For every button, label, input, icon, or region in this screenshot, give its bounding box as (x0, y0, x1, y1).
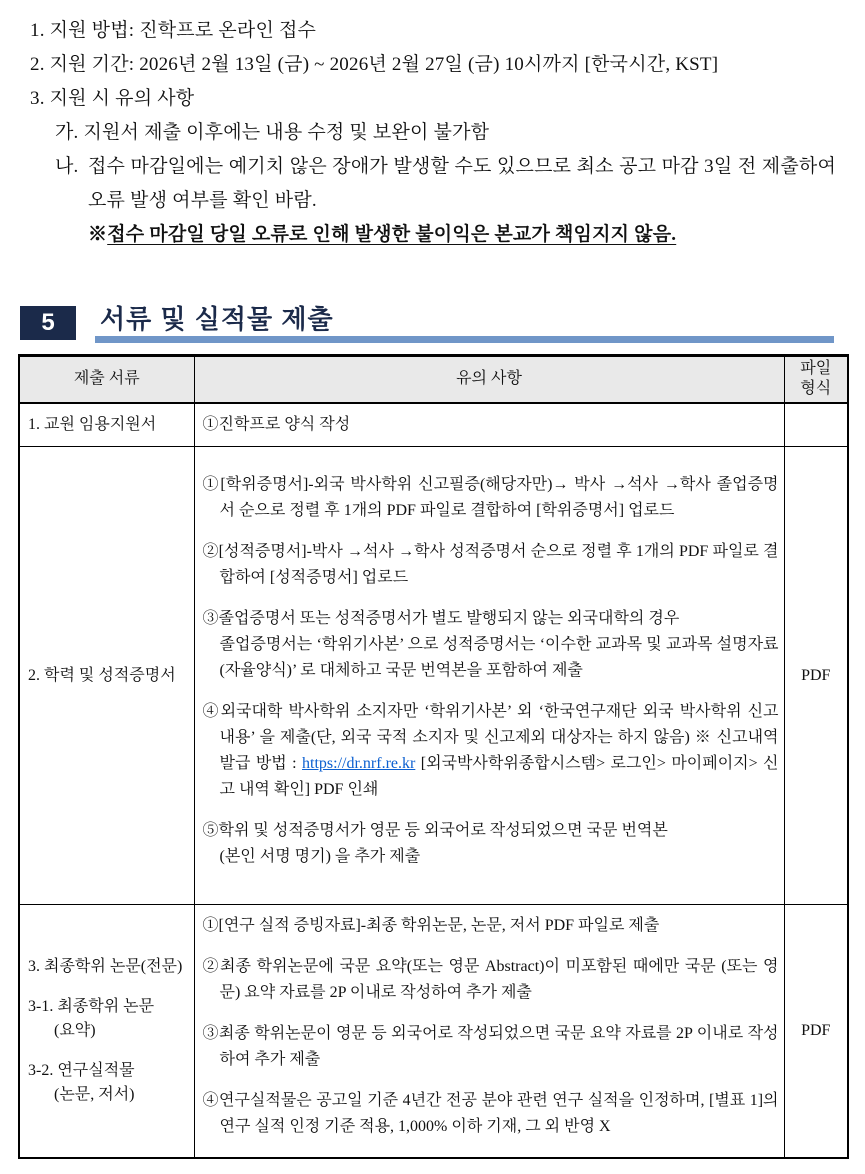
doc-thesis-full: 3. 최종학위 논문(전문) (28, 958, 183, 975)
transcripts-note-4-text-after-link: [외국박사학위종합시스템> 로그인> 마이페이지> 신고 내역 확인] PDF 인쇄 (219, 755, 779, 798)
transcripts-note-4 (203, 699, 779, 803)
transcripts-note-5-line2: (본인 서명 명기) 을 추가 제출 (219, 848, 421, 865)
transcripts-note-4-text: ④외국대학 박사학위 소지자만 ‘학위기사본’ 외 ‘한국연구재단 외국 박사학위 신고 내용’ 을 제출(단, 외국 국적 소지자 및 신고제외 대상자는 하지 않음) ※ 신고내역 발급 방법 : (202, 703, 779, 772)
thesis-note-3: ③최종 학위논문이 영문 등 외국어로 작성되었으면 국문 요약 자료를 2P 이내로 작성하여 추가 제출 (202, 1025, 779, 1068)
section-title-underline-bar (95, 336, 834, 343)
notes-cell-transcripts (194, 447, 784, 905)
header-cell-notes: 유의 사항 (194, 356, 784, 403)
thesis-note-1: ①[연구 실적 증빙자료]-최종 학위논문, 논문, 저서 PDF 파일로 제출 (202, 917, 660, 934)
transcripts-note-3 (203, 606, 779, 684)
table-row-transcripts (19, 447, 848, 905)
transcripts-note-2: ②[성적증명서]-박사 →석사 →학사 성적증명서 순으로 정렬 후 1개의 PDF 파일로 결합하여 [성적증명서] 업로드 (202, 543, 779, 586)
intro-subitem-na-label: 나. (55, 156, 79, 177)
thesis-note-4: ④연구실적물은 공고일 기준 4년간 전공 분야 관련 연구 실적을 인정하며, [별표 1]의 연구 실적 인정 기준 적용, 1,000% 이하 기재, 그 외 반영 X (202, 1092, 779, 1135)
format-cell-thesis-and-research: PDF (784, 905, 848, 1159)
intro-item-application-cautions: 3. 지원 시 유의 사항 (30, 88, 195, 109)
doc-research-output: 3-2. 연구실적물 (28, 1062, 135, 1079)
transcripts-note-5-line1: ⑤학위 및 성적증명서가 영문 등 외국어로 작성되었으면 국문 번역본 (202, 822, 668, 839)
doc-thesis-summary: 3-1. 최종학위 논문 (28, 998, 155, 1015)
doc-cell-transcripts: 2. 학력 및 성적증명서 (19, 447, 194, 905)
format-cell-application-form (784, 403, 848, 447)
doc-research-output-sub: (논문, 저서) (54, 1086, 135, 1103)
header-file-format-line2: 형식 (800, 380, 832, 398)
transcripts-note-1: ①[학위증명서]-외국 박사학위 신고필증(해당자만)→ 박사 →석사 →학사 졸업증명서 순으로 정렬 후 1개의 PDF 파일로 결합하여 [학위증명서] 업로드 (202, 476, 779, 519)
reference-mark: ※ (88, 224, 108, 245)
intro-subitem-na-text: 접수 마감일에는 예기치 않은 장애가 발생할 수도 있으므로 최소 공고 마감 3일 전 제출하여 오류 발생 여부를 확인 바람. (88, 156, 836, 211)
intro-item-application-period: 2. 지원 기간: 2026년 2월 13일 (금) ~ 2026년 2월 27일 (금) 10시까지 [한국시간, KST] (30, 54, 719, 75)
intro-warning-note-text: 접수 마감일 당일 오류로 인해 발생한 불이익은 본교가 책임지지 않음. (107, 224, 677, 245)
transcripts-note-3-line1: ③졸업증명서 또는 성적증명서가 별도 발행되지 않는 외국대학의 경우 (202, 610, 680, 627)
section-number-badge (20, 306, 76, 340)
format-cell-transcripts: PDF (784, 447, 848, 905)
thesis-note-2: ②최종 학위논문에 국문 요약(또는 영문 Abstract)이 미포함된 때에만 국문 (또는 영문) 요약 자료를 2P 이내로 작성하여 추가 제출 (202, 958, 779, 1001)
doc-thesis-summary-sub: (요약) (54, 1022, 96, 1039)
section-number: 5 (41, 309, 55, 336)
nrf-degree-report-link[interactable]: https://dr.nrf.re.kr (302, 755, 416, 772)
header-cell-file-format (784, 356, 848, 403)
intro-subitem-ga: 가. 지원서 제출 이후에는 내용 수정 및 보완이 불가함 (55, 122, 490, 143)
header-cell-document: 제출 서류 (19, 356, 194, 403)
transcripts-note-5 (203, 818, 779, 870)
section-title: 서류 및 실적물 제출 (100, 304, 334, 334)
doc-cell-thesis-and-research (19, 905, 194, 1159)
notes-cell-thesis-and-research (194, 905, 784, 1159)
header-file-format-line1: 파일 (800, 360, 832, 378)
doc-cell-application-form: 1. 교원 임용지원서 (19, 403, 194, 447)
intro-subitem-na (30, 150, 836, 218)
intro-warning-note (30, 218, 836, 252)
notes-cell-application-form: ①진학프로 양식 작성 (194, 403, 784, 447)
intro-item-application-method: 1. 지원 방법: 진학프로 온라인 접수 (30, 20, 317, 41)
table-row-application-form (19, 403, 848, 447)
table-row-thesis-and-research (19, 905, 848, 1159)
transcripts-note-3-line2: 졸업증명서는 ‘학위기사본’ 으로 성적증명서는 ‘이수한 교과목 및 교과목 설명자료(자율양식)’ 로 대체하고 국문 번역본을 포함하여 제출 (219, 636, 779, 679)
intro-list (30, 14, 836, 252)
table-header-row (19, 356, 848, 403)
section-header (0, 300, 865, 348)
submission-documents-table (18, 354, 849, 1159)
